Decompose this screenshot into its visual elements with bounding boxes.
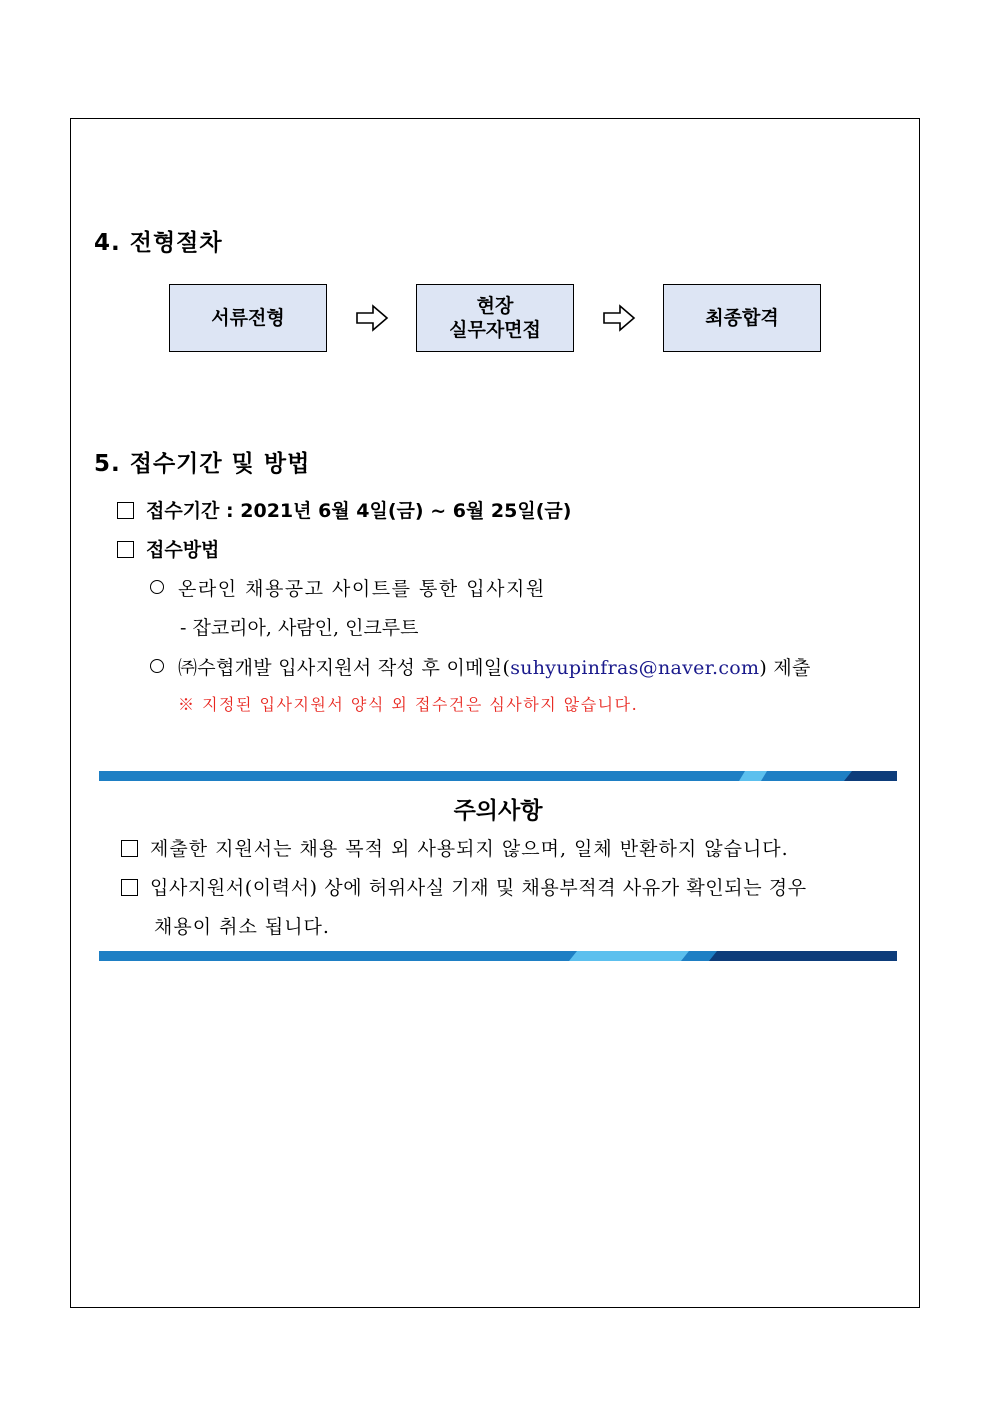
notice-bottom-bar	[99, 951, 897, 961]
method-email-prefix: ㈜수협개발 입사지원서 작성 후 이메일(	[178, 657, 511, 679]
right-arrow-icon	[602, 303, 636, 333]
notice-item-1	[121, 836, 789, 862]
method-email-item	[150, 655, 811, 681]
notice-item-2-continued: 채용이 취소 됩니다.	[154, 916, 330, 938]
step-label: 최종합격	[705, 307, 779, 329]
step-onsite-interview	[416, 284, 574, 352]
notice-item-2-text: 입사지원서(이력서) 상에 허위사실 기재 및 채용부적격 사유가 확인되는 경우	[150, 877, 807, 899]
method-item	[117, 537, 219, 563]
period-value: 2021년 6월 4일(금) ~ 6월 25일(금)	[240, 500, 572, 522]
notice-title: 주의사항	[453, 798, 543, 824]
method-online-item	[150, 576, 546, 602]
step-label: 실무자면접	[449, 319, 541, 341]
step-label: 서류전형	[211, 307, 285, 329]
notice-item-2	[121, 875, 807, 901]
method-sites: - 잡코리아, 사람인, 인크루트	[180, 617, 419, 639]
method-email-suffix: ) 제출	[759, 657, 811, 679]
circle-bullet-icon	[150, 580, 164, 594]
step-document-screening	[169, 284, 327, 352]
circle-bullet-icon	[150, 659, 164, 673]
period-item	[117, 498, 571, 524]
notice-top-bar	[99, 771, 897, 781]
checkbox-icon	[121, 879, 138, 896]
email-link[interactable]: suhyupinfras@naver.com	[510, 657, 760, 679]
section-5-heading: 5. 접수기간 및 방법	[94, 451, 311, 477]
right-arrow-icon	[355, 303, 389, 333]
section-4-heading: 4. 전형절차	[94, 230, 223, 256]
method-label: 접수방법	[146, 539, 220, 561]
step-final-pass	[663, 284, 821, 352]
period-label: 접수기간 :	[146, 500, 241, 522]
note-text: ※ 지정된 입사지원서 양식 외 접수건은 심사하지 않습니다.	[178, 695, 639, 714]
step-label: 현장	[476, 295, 514, 317]
checkbox-icon	[117, 502, 134, 519]
method-online-text: 온라인 채용공고 사이트를 통한 입사지원	[178, 578, 546, 600]
checkbox-icon	[121, 840, 138, 857]
checkbox-icon	[117, 541, 134, 558]
notice-item-1-text: 제출한 지원서는 채용 목적 외 사용되지 않으며, 일체 반환하지 않습니다.	[150, 838, 789, 860]
